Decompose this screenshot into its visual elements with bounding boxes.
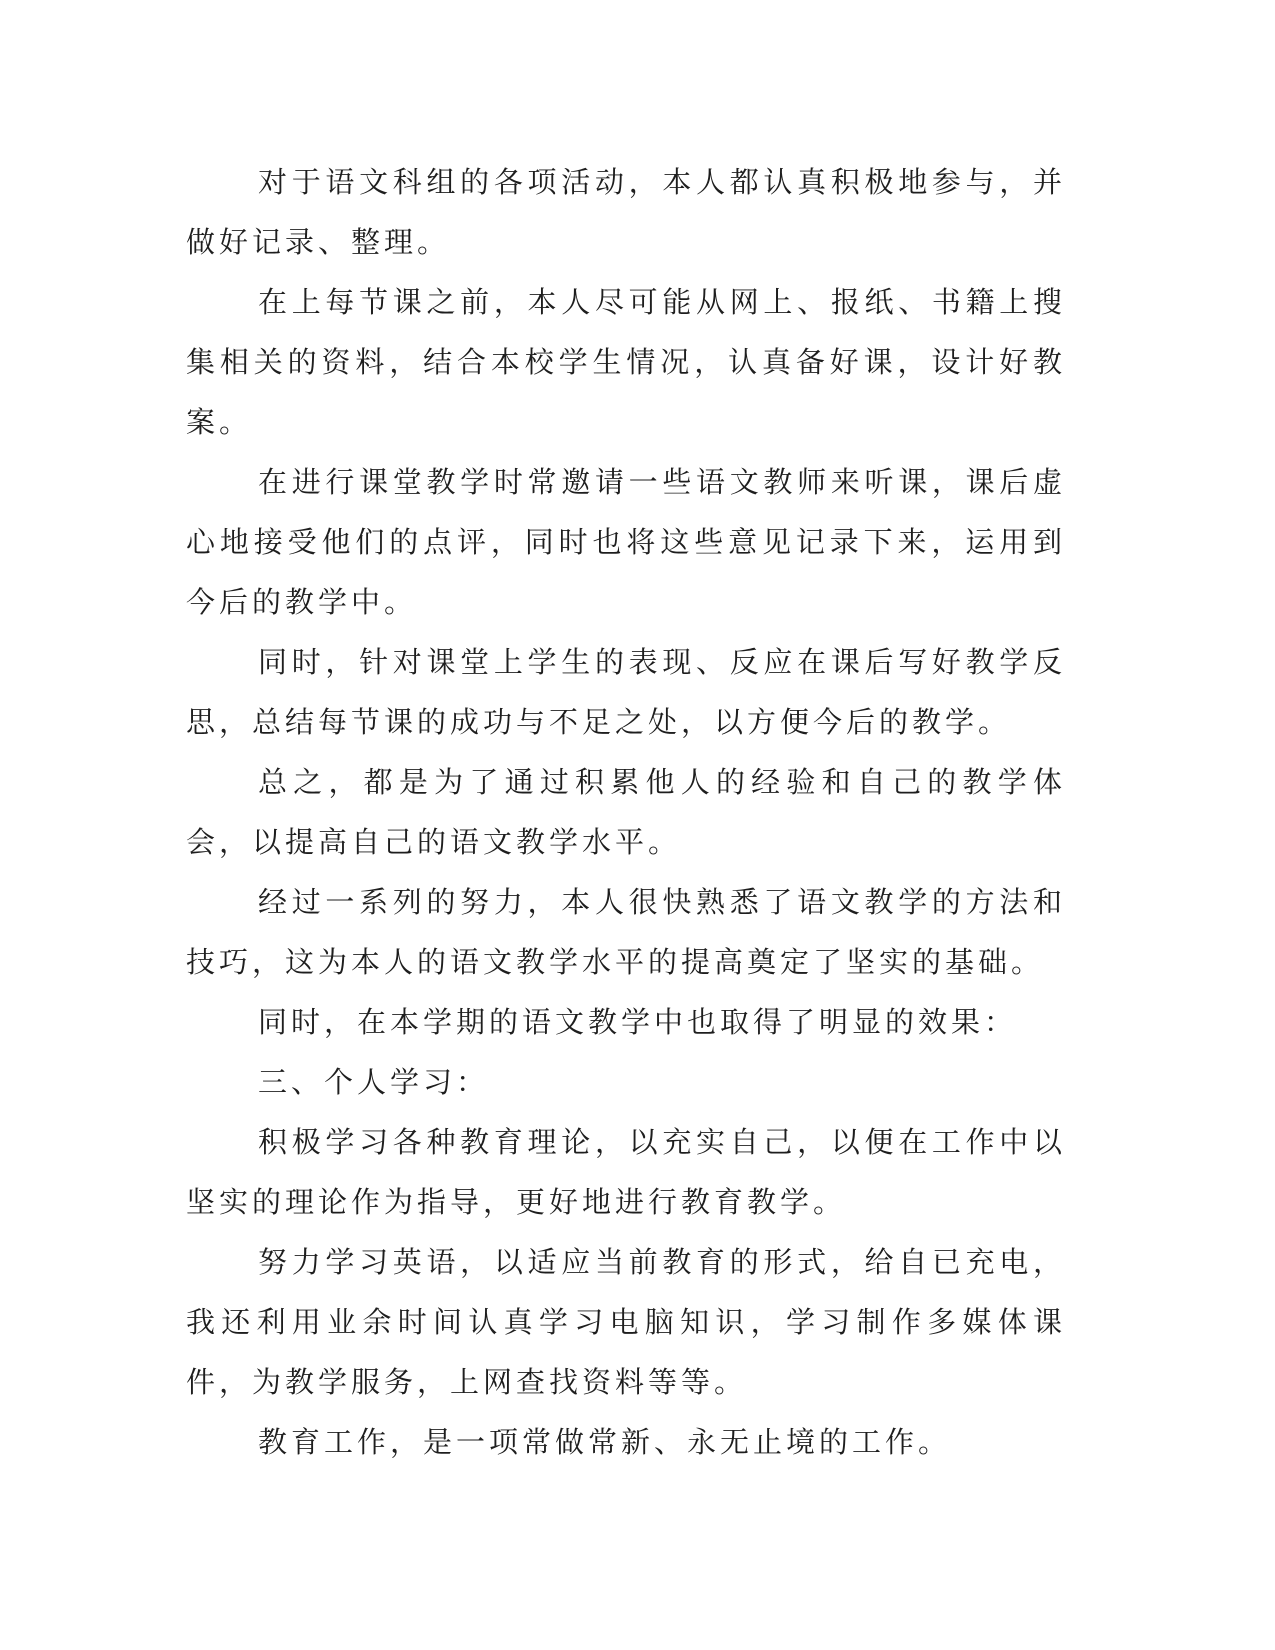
paragraph: 同时，在本学期的语文教学中也取得了明显的效果：: [258, 1005, 1018, 1039]
paragraph: 在上每节课之前，本人尽可能从网上、报纸、书籍上搜集相关的资料，结合本校学生情况，认真备好课，设计好教案。: [186, 285, 1066, 439]
paragraph: 教育工作，是一项常做常新、永无止境的工作。: [258, 1425, 952, 1459]
paragraph: 在进行课堂教学时常邀请一些语文教师来听课，课后虚心地接受他们的点评，同时也将这些意见记录下来，运用到今后的教学中。: [186, 465, 1066, 619]
paragraph: 努力学习英语，以适应当前教育的形式，给自已充电，我还利用业余时间认真学习电脑知识，学习制作多媒体课件，为教学服务，上网查找资料等等。: [186, 1245, 1066, 1399]
paragraph: 总之，都是为了通过积累他人的经验和自己的教学体会，以提高自己的语文教学水平。: [186, 765, 1066, 859]
paragraph: 经过一系列的努力，本人很快熟悉了语文教学的方法和技巧，这为本人的语文教学水平的提高奠定了坚实的基础。: [186, 885, 1066, 979]
paragraph: 积极学习各种教育理论，以充实自己，以便在工作中以坚实的理论作为指导，更好地进行教育教学。: [186, 1125, 1066, 1219]
paragraph: 同时，针对课堂上学生的表现、反应在课后写好教学反思，总结每节课的成功与不足之处，以方便今后的教学。: [186, 645, 1066, 739]
paragraph: 对于语文科组的各项活动，本人都认真积极地参与，并做好记录、整理。: [186, 165, 1066, 259]
document-body: [186, 152, 1066, 1472]
section-heading: 三、个人学习：: [258, 1065, 490, 1099]
